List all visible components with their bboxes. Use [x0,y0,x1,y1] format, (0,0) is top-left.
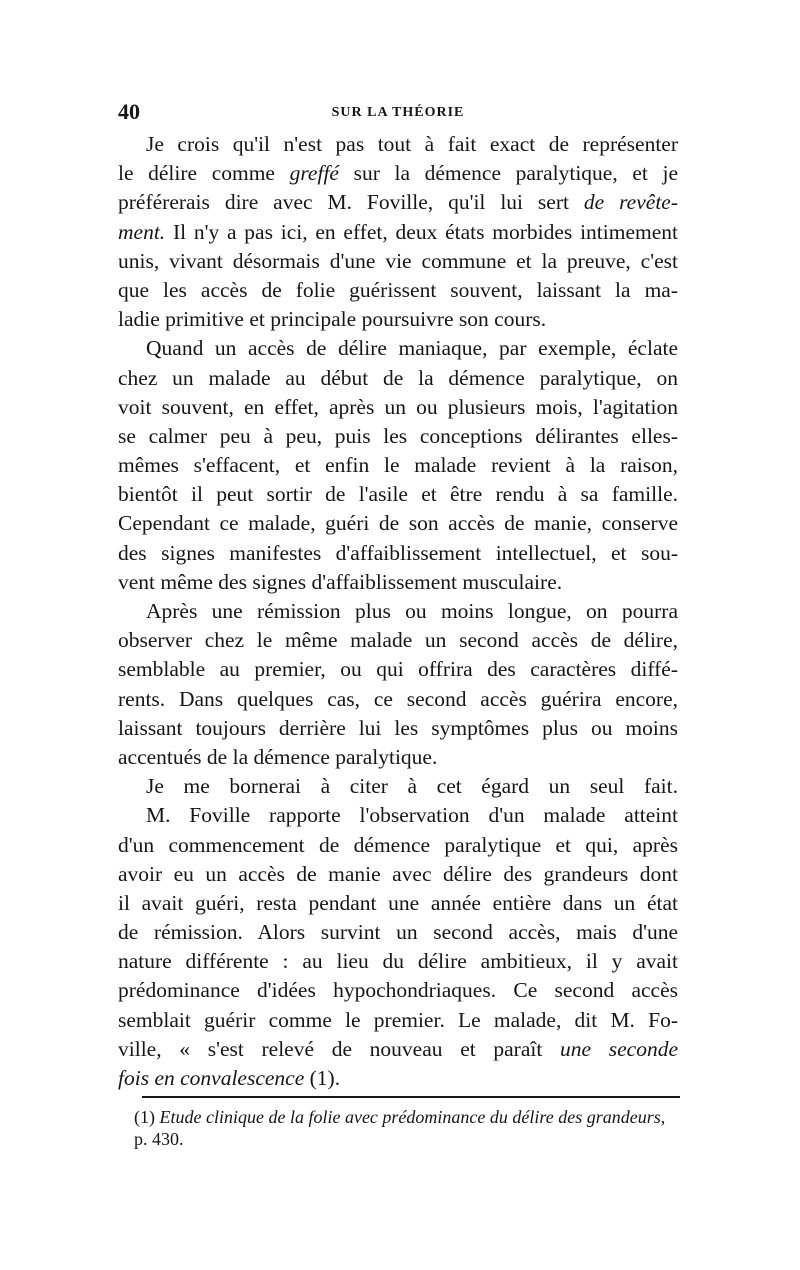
text-line [118,626,678,655]
footnote [134,1106,680,1150]
text-run: voit souvent, en effet, après un ou plusieurs mois, l'agitation [118,394,678,419]
text-run: nature différente : au lieu du délire ambitieux, il y avait [118,949,678,974]
text-line [118,831,678,860]
text-run: observer chez le même malade un second accès de délire, [118,628,678,653]
text-run: que les accès de folie guérissent souvent, laissant la ma- [118,277,678,302]
text-run: chez un malade au début de la démence paralytique, on [118,365,678,390]
text-run: semblait guérir comme le premier. Le malade, dit M. Fo- [118,1007,678,1032]
text-run: avoir eu un accès de manie avec délire des grandeurs dont [118,861,678,886]
text-run: ladie primitive et principale poursuivre son cours. [118,307,547,332]
running-title: SUR LA THÉORIE [331,105,465,120]
text-run: Je crois qu'il n'est pas tout à fait exact de représenter [146,132,678,156]
text-line [118,393,678,422]
italic-run: ment. [118,219,166,244]
text-line [118,539,678,568]
text-run: prédominance d'idées hypochondriaques. Ce second accès [118,978,678,1003]
text-line [118,509,678,538]
text-line [118,801,678,830]
text-line [118,976,678,1005]
text-line [118,422,678,451]
italic-run: de revête- [583,190,678,215]
text-line [118,743,678,772]
text-run: ville, « s'est relevé de nouveau et paraît [118,1036,561,1061]
italic-run: fois en convalescence [118,1066,305,1090]
body-text [118,130,678,1093]
text-run: préférerais dire avec M. Foville, qu'il lui sert [118,190,584,215]
text-run: d'un commencement de démence paralytique et qui, après [118,832,678,857]
text-line [118,597,678,626]
italic-run: greffé [289,161,339,186]
text-run: mêmes s'effacent, et enfin le malade revient à la raison, [118,453,678,478]
page-header [118,100,678,124]
text-run: laissant toujours derrière lui les symptômes plus ou moins [118,715,678,740]
footnote-text: Etude clinique de la folie avec prédominance du délire des grandeurs, [159,1107,666,1127]
text-run: semblable au premier, ou qui offrira des caractères diffé- [118,657,678,682]
text-run: sur la démence paralytique, et je [338,161,678,186]
text-run: il avait guéri, resta pendant une année entière dans un état [118,890,678,915]
text-line [118,1035,678,1064]
text-line [118,1064,678,1093]
text-run: bientôt il peut sortir de l'asile et être rendu à sa famille. [118,482,678,507]
text-line [118,159,678,188]
text-run: vent même des signes d'affaiblissement musculaire. [118,569,563,594]
text-run: Cependant ce malade, guéri de son accès de manie, conserve [118,511,678,536]
italic-run: une seconde [560,1036,678,1061]
text-line [118,655,678,684]
text-run: Il n'y a pas ici, en effet, deux états morbides intimement [165,219,678,244]
footnote-rule [142,1096,680,1098]
text-run: de rémission. Alors survint un second accès, mais d'une [118,920,678,945]
text-line [118,772,678,801]
text-run: rents. Dans quelques cas, ce second accès guérira encore, [118,686,678,711]
text-run: unis, vivant désormais d'une vie commune et la preuve, c'est [118,248,678,273]
text-line [118,918,678,947]
text-run: accentués de la démence paralytique. [118,744,438,769]
text-line [118,276,678,305]
text-line [118,334,678,363]
text-line [118,714,678,743]
footnote-page-ref: p. 430. [134,1129,184,1149]
text-run: M. Foville rapporte l'observation d'un malade atteint [146,803,678,828]
text-line [118,1006,678,1035]
text-line [118,364,678,393]
text-line [118,568,678,597]
text-line [118,947,678,976]
text-line [118,451,678,480]
text-line [118,130,678,159]
text-line [118,860,678,889]
text-run: Quand un accès de délire maniaque, par exemple, éclate [146,336,678,361]
footnote-marker: (1) [134,1107,155,1127]
text-line [118,889,678,918]
text-line [118,480,678,509]
text-line [118,188,678,217]
text-run: le délire comme [118,161,290,186]
text-run: se calmer peu à peu, puis les conceptions délirantes elles- [118,423,678,448]
page-number: 40 [118,99,140,124]
text-line [118,218,678,247]
text-run: des signes manifestes d'affaiblissement intellectuel, et sou- [118,540,678,565]
text-line [118,305,678,334]
text-run: (1). [304,1066,341,1090]
text-line [118,247,678,276]
text-line [118,685,678,714]
text-run: Je me bornerai à citer à cet égard un seul fait. [146,774,678,799]
text-run: Après une rémission plus ou moins longue, on pourra [146,599,678,623]
